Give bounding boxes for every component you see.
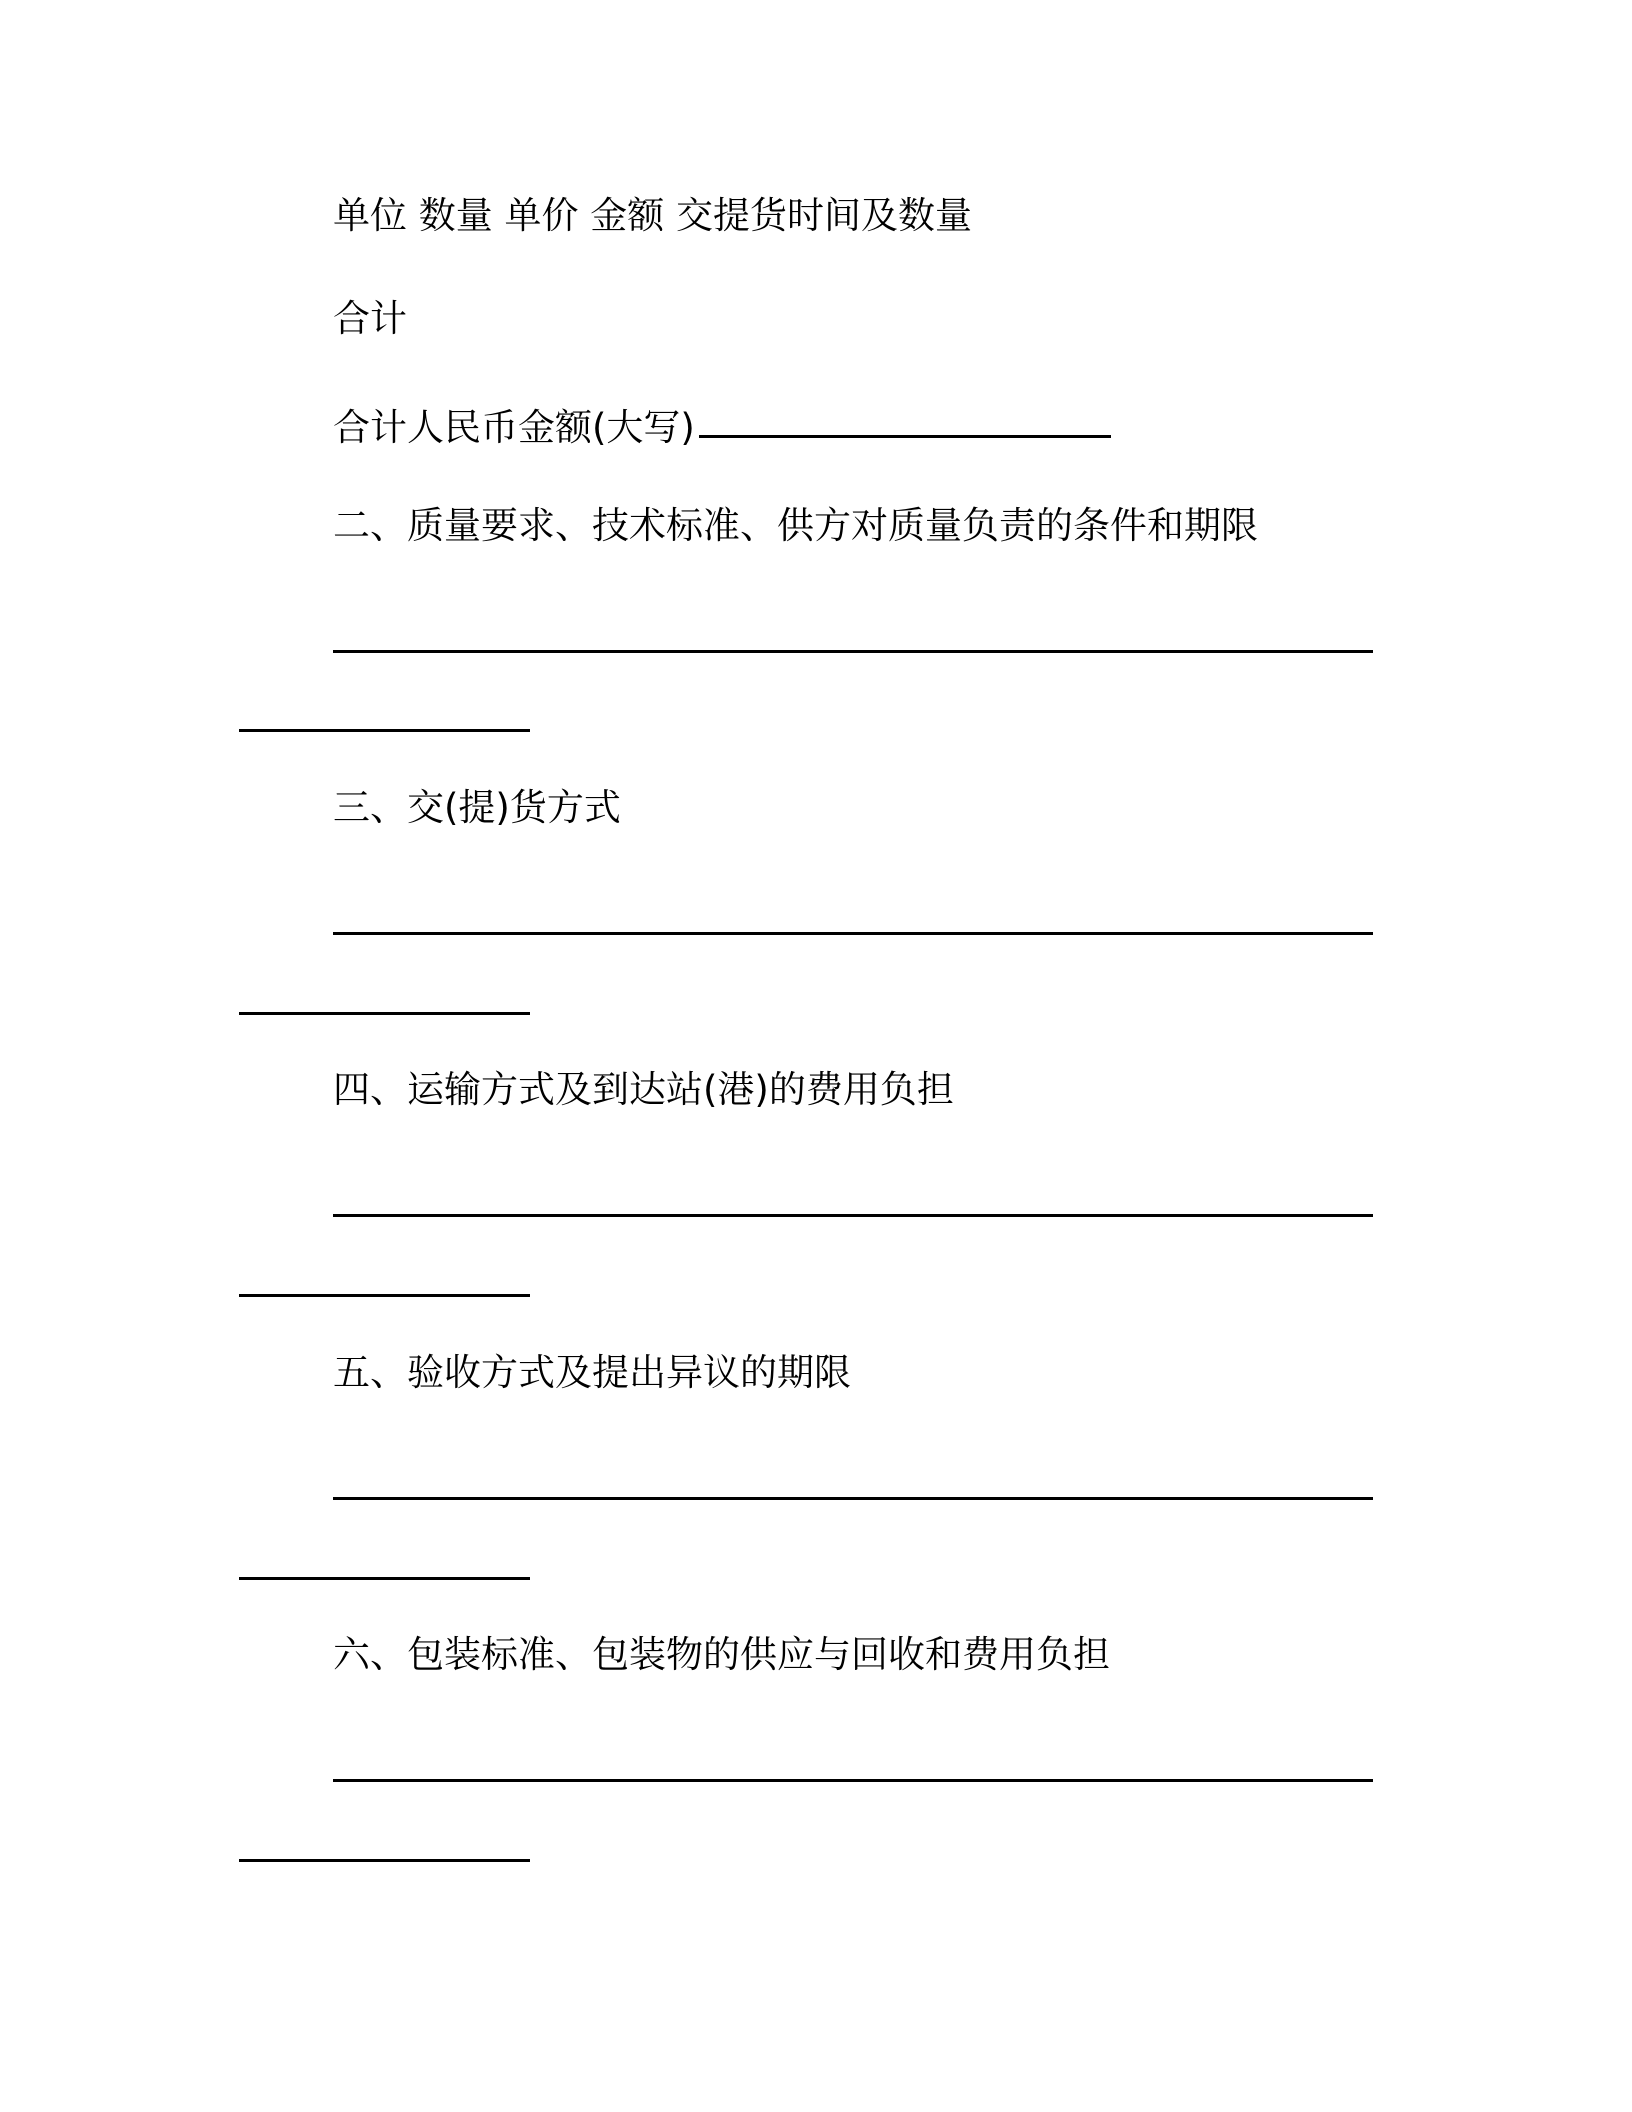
- section-heading-3: 三、交(提)货方式: [333, 786, 621, 829]
- section-3-blank-line-2[interactable]: [239, 1012, 530, 1015]
- section-heading-2: 二、质量要求、技术标准、供方对质量负责的条件和期限: [333, 504, 1258, 547]
- section-5-blank-line-1[interactable]: [333, 1497, 1373, 1500]
- section-2-blank-line-1[interactable]: [333, 650, 1373, 653]
- total-label: 合计: [333, 297, 407, 340]
- section-4-blank-line-1[interactable]: [333, 1214, 1373, 1217]
- section-heading-6: 六、包装标准、包装物的供应与回收和费用负担: [333, 1633, 1110, 1676]
- section-heading-5: 五、验收方式及提出异议的期限: [333, 1351, 851, 1394]
- section-6-blank-line-1[interactable]: [333, 1779, 1373, 1782]
- section-2-blank-line-2[interactable]: [239, 729, 530, 732]
- total-rmb-label: 合计人民币金额(大写): [333, 406, 695, 449]
- section-heading-4: 四、运输方式及到达站(港)的费用负担: [333, 1068, 954, 1111]
- section-3-blank-line-1[interactable]: [333, 932, 1373, 935]
- table-header-row: 单位 数量 单价 金额 交提货时间及数量: [333, 194, 973, 237]
- section-6-blank-line-2[interactable]: [239, 1859, 530, 1862]
- section-5-blank-line-2[interactable]: [239, 1577, 530, 1580]
- total-rmb-row: [333, 406, 1111, 450]
- section-4-blank-line-2[interactable]: [239, 1294, 530, 1297]
- total-rmb-blank[interactable]: [699, 435, 1111, 438]
